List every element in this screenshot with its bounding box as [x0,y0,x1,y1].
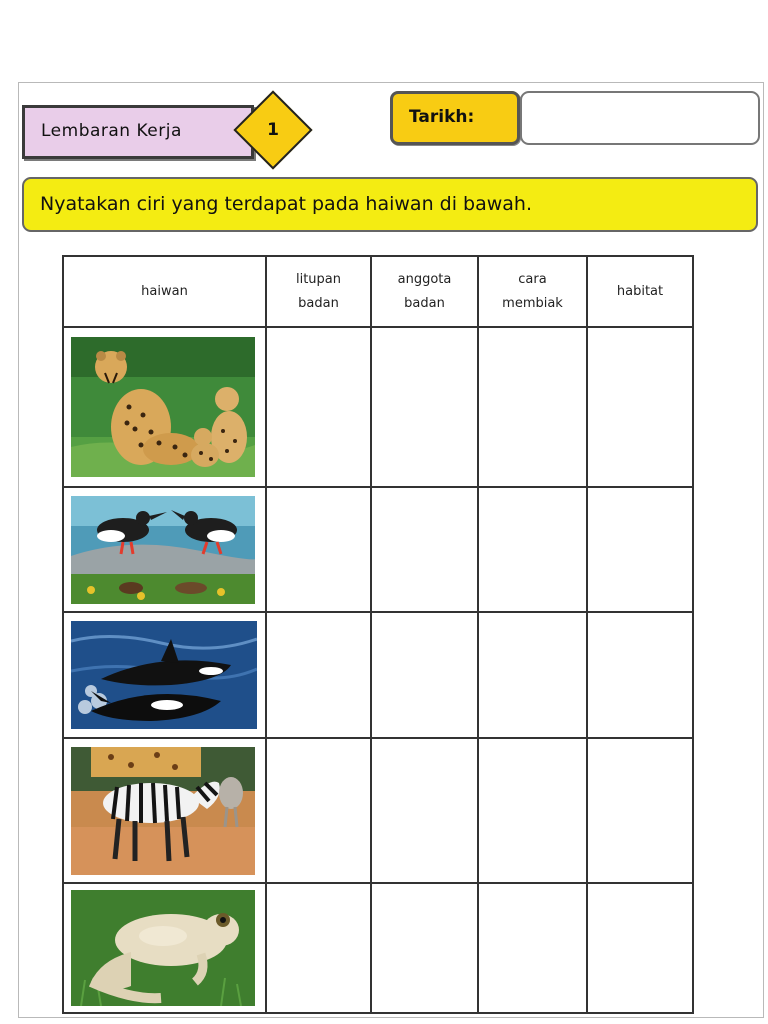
header-cara-membiak: cara membiak [478,256,587,327]
animal-cell [63,883,266,1013]
header-anggota-badan: anggota badan [371,256,478,327]
table-row [63,487,693,612]
animal-cell [63,327,266,487]
date-label-box [390,91,520,145]
table-row [63,612,693,738]
table-cell[interactable] [266,612,371,738]
table-row [63,883,693,1013]
table-cell[interactable] [371,738,478,883]
instruction-text: Nyatakan ciri yang terdapat pada haiwan di bawah. [40,193,533,215]
table-cell[interactable] [587,738,693,883]
header-haiwan: haiwan [63,256,266,327]
table-cell[interactable] [266,738,371,883]
animal-table [62,255,694,1014]
table-cell[interactable] [478,487,587,612]
header-habitat: habitat [587,256,693,327]
header-litupan-badan: litupan badan [266,256,371,327]
frog-photo [71,890,255,1006]
worksheet-number: 1 [267,120,279,140]
date-label: Tarikh: [409,107,475,127]
table-cell[interactable] [371,327,478,487]
table-cell[interactable] [587,487,693,612]
table-cell[interactable] [266,883,371,1013]
table-cell[interactable] [587,612,693,738]
table-cell[interactable] [371,487,478,612]
table-cell[interactable] [266,487,371,612]
worksheet-title: Lembaran Kerja [41,121,182,141]
table-cell[interactable] [371,612,478,738]
worksheet-title-box [22,105,254,159]
table-cell[interactable] [478,738,587,883]
cheetah-photo [71,337,255,477]
date-field[interactable] [520,91,760,145]
table-row [63,327,693,487]
animal-cell [63,487,266,612]
bird-photo [71,496,255,604]
zebra-photo [71,747,255,875]
table-cell[interactable] [587,327,693,487]
table-cell[interactable] [478,612,587,738]
orca-photo [71,621,257,729]
table-cell[interactable] [371,883,478,1013]
table-cell[interactable] [478,327,587,487]
animal-cell [63,612,266,738]
table-cell[interactable] [266,327,371,487]
table-cell[interactable] [587,883,693,1013]
instruction-box [22,177,758,232]
table-row [63,738,693,883]
table-cell[interactable] [478,883,587,1013]
table-header-row [63,256,693,327]
animal-cell [63,738,266,883]
